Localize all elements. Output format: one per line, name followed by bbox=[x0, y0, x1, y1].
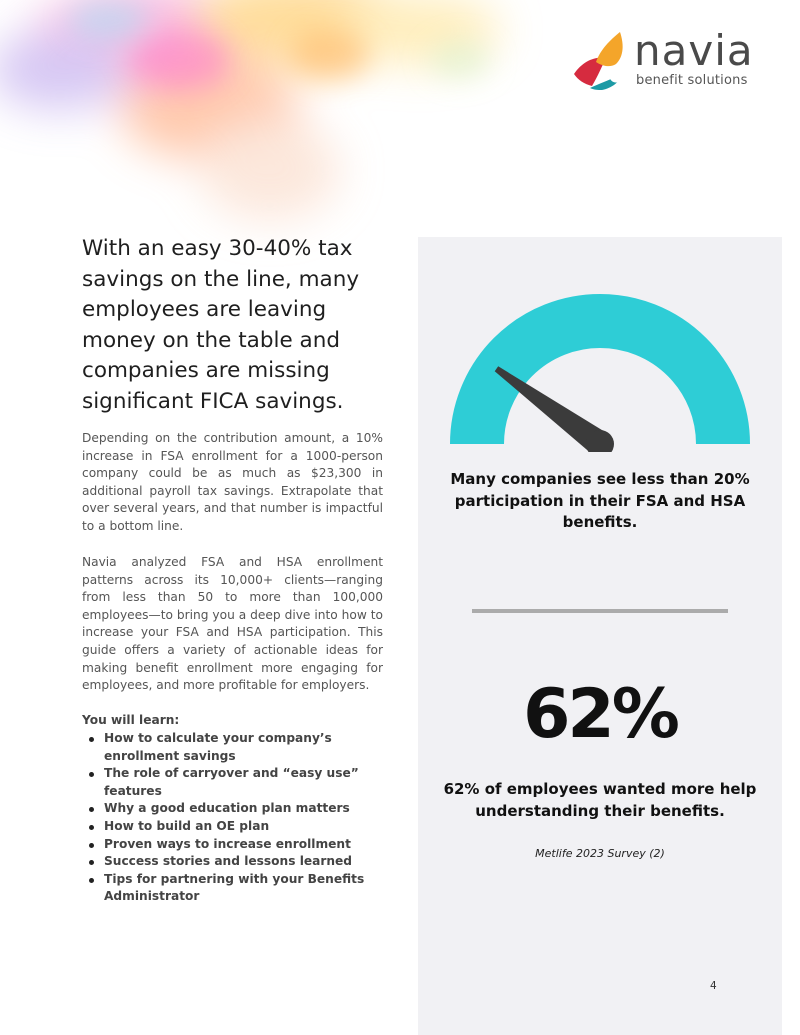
list-item: The role of carryover and “easy use” features bbox=[82, 765, 382, 800]
navia-logo bbox=[572, 26, 762, 94]
learn-list bbox=[82, 730, 382, 906]
intro-paragraph-1: Depending on the contribution amount, a 10% increase in FSA enrollment for a 1000-person company could be as much as $23,300 in additional payroll tax savings. Extrapolate that over several years, and that number is impactful to a bottom line. bbox=[82, 431, 383, 533]
list-item: Success stories and lessons learned bbox=[82, 853, 382, 871]
participation-stat-text: Many companies see less than 20% participation in their FSA and HSA benefits. bbox=[450, 470, 750, 531]
page-number: 4 bbox=[710, 980, 717, 992]
list-item: Proven ways to increase enrollment bbox=[82, 836, 382, 854]
big-percent-stat: 62% bbox=[523, 675, 677, 754]
stat-source-citation: Metlife 2023 Survey (2) bbox=[535, 847, 665, 860]
participation-gauge bbox=[448, 292, 752, 452]
logo-wordmark: navia bbox=[634, 26, 754, 75]
logo-tagline: benefit solutions bbox=[636, 73, 748, 88]
list-item: Why a good education plan matters bbox=[82, 800, 382, 818]
panel-divider bbox=[472, 609, 728, 613]
help-understanding-stat-text: 62% of employees wanted more help understanding their benefits. bbox=[443, 780, 757, 820]
list-item: Tips for partnering with your Benefits Administrator bbox=[82, 871, 382, 906]
learn-heading: You will learn: bbox=[82, 713, 180, 727]
list-item: How to build an OE plan bbox=[82, 818, 382, 836]
navia-flame-icon bbox=[572, 32, 634, 94]
intro-headline: With an easy 30-40% tax savings on the line, many employees are leaving money on the table and companies are missing significant FICA savings. bbox=[82, 236, 360, 414]
list-item: How to calculate your company’s enrollment savings bbox=[82, 730, 382, 765]
stats-panel bbox=[418, 237, 782, 1035]
intro-paragraph-2: Navia analyzed FSA and HSA enrollment patterns across its 10,000+ clients—ranging from less than 50 to more than 100,000 employees—to bring you a deep dive into how to increase your FSA and HSA participation. This guide offers a variety of actionable ideas for making benefit enrollment more engaging for employees, and more profitable for employers. bbox=[82, 555, 383, 693]
